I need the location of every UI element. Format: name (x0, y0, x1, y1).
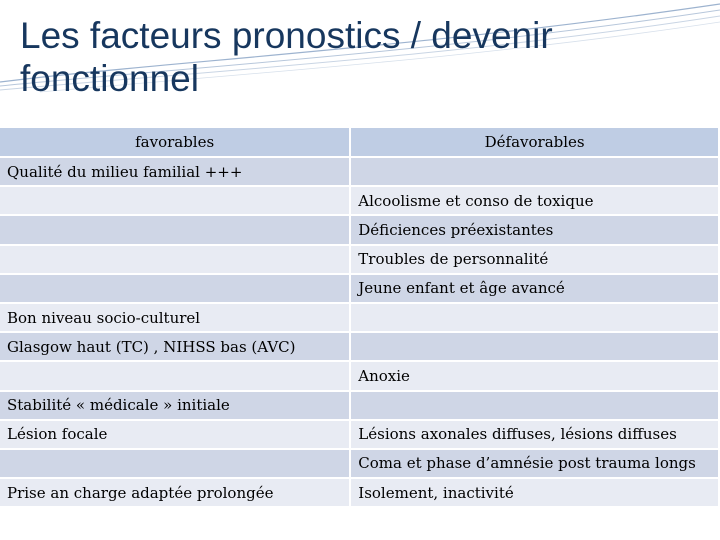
table-header-row (0, 128, 720, 158)
table-row (0, 450, 720, 479)
favorable-cell: Prise an charge adaptée prolongée (0, 479, 351, 508)
defavorable-cell (351, 333, 720, 362)
table-row (0, 421, 720, 450)
table-row (0, 187, 720, 216)
table-row (0, 216, 720, 245)
table-row (0, 333, 720, 362)
defavorable-cell (351, 304, 720, 333)
favorable-cell (0, 275, 351, 304)
defavorable-cell: Alcoolisme et conso de toxique (351, 187, 720, 216)
defavorable-cell: Déficiences préexistantes (351, 216, 720, 245)
header-favorables: favorables (0, 128, 351, 158)
favorable-cell (0, 216, 351, 245)
defavorable-cell: Troubles de personnalité (351, 246, 720, 275)
favorable-cell: Lésion focale (0, 421, 351, 450)
prognosis-table (0, 128, 720, 508)
table-row (0, 246, 720, 275)
defavorable-cell (351, 392, 720, 421)
favorable-cell (0, 450, 351, 479)
favorable-cell (0, 362, 351, 391)
defavorable-cell: Anoxie (351, 362, 720, 391)
header-defavorables: Défavorables (351, 128, 720, 158)
defavorable-cell (351, 158, 720, 187)
defavorable-cell: Isolement, inactivité (351, 479, 720, 508)
slide-title: Les facteurs pronostics / devenir fonctionnel (20, 15, 553, 99)
table-row (0, 275, 720, 304)
table-row (0, 304, 720, 333)
table-row (0, 362, 720, 391)
table-row (0, 392, 720, 421)
defavorable-cell: Jeune enfant et âge avancé (351, 275, 720, 304)
favorable-cell: Stabilité « médicale » initiale (0, 392, 351, 421)
defavorable-cell: Lésions axonales diffuses, lésions diffuses (351, 421, 720, 450)
favorable-cell (0, 187, 351, 216)
table-row (0, 479, 720, 508)
favorable-cell (0, 246, 351, 275)
favorable-cell: Bon niveau socio-culturel (0, 304, 351, 333)
defavorable-cell: Coma et phase d’amnésie post trauma longs (351, 450, 720, 479)
table-row (0, 158, 720, 187)
favorable-cell: Glasgow haut (TC) , NIHSS bas (AVC) (0, 333, 351, 362)
favorable-cell: Qualité du milieu familial +++ (0, 158, 351, 187)
